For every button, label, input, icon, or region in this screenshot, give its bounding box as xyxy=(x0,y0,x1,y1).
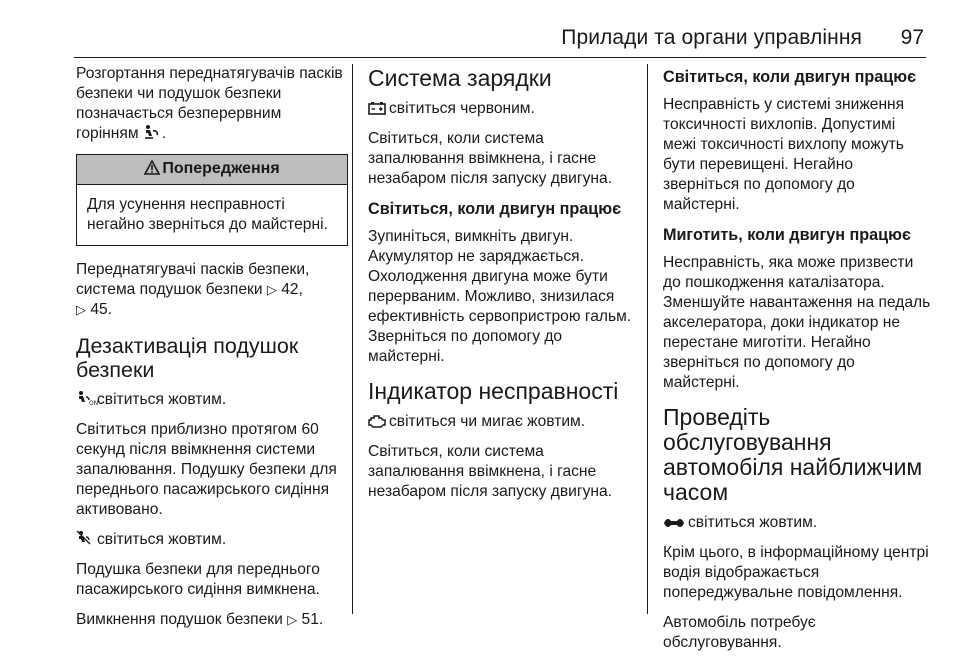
airbag-off-icon xyxy=(76,530,94,546)
indicator-line: світиться жовтим. xyxy=(663,513,931,533)
section-heading: Індикатор несправності xyxy=(368,378,619,404)
column-3 xyxy=(663,64,931,663)
service-wrench-icon xyxy=(663,517,685,529)
section-heading: Дезактивація подушок безпеки xyxy=(76,334,299,382)
reference-arrow-icon: ▷ xyxy=(266,282,277,297)
airbag-on-icon xyxy=(76,390,99,407)
column-2 xyxy=(368,64,640,512)
warning-box xyxy=(76,154,348,246)
subheading: Світиться, коли двигун працює xyxy=(368,200,622,218)
page-number: 97 xyxy=(900,26,924,49)
subheading: Миготить, коли двигун працює xyxy=(663,226,911,244)
indicator-line: світиться чи мигає жовтим. xyxy=(368,412,640,432)
paragraph: Розгортання переднатягувачів пасків безпеки чи подушок безпеки позначається безперервним горінням . xyxy=(76,65,343,142)
paragraph: Світиться, коли система запалювання ввімкнена, і гасне незабаром після запуску двигуна. xyxy=(368,443,612,500)
paragraph: Світиться, коли система запалювання ввімкнена, і гасне незабаром після запуску двигуна. xyxy=(368,130,612,187)
svg-text:ON: ON xyxy=(89,400,99,407)
section-heading: Проведіть обслуговування автомобіля найближчим часом xyxy=(663,404,923,505)
indicator-line: світиться жовтим. xyxy=(76,530,348,550)
page-header xyxy=(0,0,960,58)
page-reference[interactable]: 51. xyxy=(301,611,324,628)
column-1 xyxy=(76,64,348,640)
paragraph: Світиться приблизно протягом 60 секунд після ввімкнення системи запалювання. Подушку безпеки для переднього пасажирського сидіння активовано. xyxy=(76,421,337,518)
engine-check-icon xyxy=(368,414,386,428)
subheading: Світиться, коли двигун працює xyxy=(663,68,917,86)
paragraph: Автомобіль потребує обслуговування. xyxy=(663,614,816,651)
indicator-line: ON світиться жовтим. xyxy=(76,390,348,410)
column-divider-2 xyxy=(647,64,648,614)
page-reference[interactable]: 45. xyxy=(90,301,113,318)
paragraph: Крім цього, в інформаційному центрі водія відображається попереджувальне повідомлення. xyxy=(663,544,929,601)
paragraph: Переднатягувачі пасків безпеки, система подушок безпеки ▷ 42, ▷ 45. xyxy=(76,261,310,318)
paragraph: Подушка безпеки для переднього пасажирського сидіння вимкнена. xyxy=(76,561,320,598)
airbag-warning-icon xyxy=(143,124,159,140)
reference-arrow-icon: ▷ xyxy=(287,612,298,627)
paragraph: Вимкнення подушок безпеки ▷ 51. xyxy=(76,611,324,628)
battery-icon xyxy=(368,101,386,115)
header-divider xyxy=(74,57,926,58)
page-reference[interactable]: 42, xyxy=(281,281,303,298)
warning-title: Попередження xyxy=(162,160,280,177)
reference-arrow-icon: ▷ xyxy=(76,302,86,317)
section-heading: Система зарядки xyxy=(368,65,552,91)
header-title: Прилади та органи управління xyxy=(561,26,862,49)
paragraph: Несправність у системі зниження токсичності вихлопів. Допустимі межі токсичності вихлопу можуть бути перевищені. Негайно зверніться по допомогу до майстерні. xyxy=(663,96,905,213)
warning-header xyxy=(77,155,347,185)
paragraph: Несправність, яка може призвести до пошкодження каталізатора. Зменшуйте навантаження на педаль акселератора, доки індикатор не перестане миготіти. Негайно зверніться по допомогу до майстерні. xyxy=(663,254,931,391)
warning-body: Для усунення несправності негайно зверніться до майстерні. xyxy=(87,196,328,233)
indicator-line: світиться червоним. xyxy=(368,99,640,119)
column-divider-1 xyxy=(352,64,353,614)
warning-triangle-icon xyxy=(144,160,160,175)
paragraph: Зупиніться, вимкніть двигун. Акумулятор не заряджається. Охолодження двигуна може бути перерваним. Можливо, знизилася ефективність сервопристрою гальм. Зверніться по допомогу до майстерні. xyxy=(368,228,632,365)
